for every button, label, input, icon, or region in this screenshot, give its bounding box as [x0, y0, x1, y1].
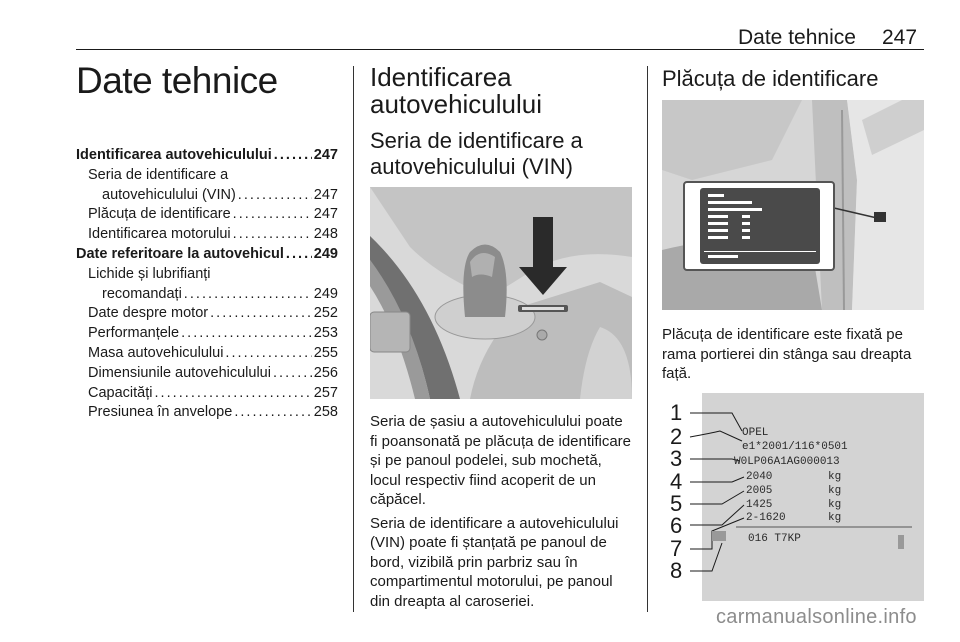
column-divider	[353, 66, 354, 612]
toc-entry-label: Dimensiunile autovehiculului	[88, 364, 271, 381]
toc-entry[interactable]	[76, 344, 338, 364]
toc-entry-label: Date referitoare la autovehicul	[76, 245, 284, 262]
callout-number: 7	[670, 536, 683, 561]
toc-entry-page: 255	[313, 344, 338, 361]
toc-entry-label: Capacități	[88, 384, 153, 401]
toc-entry[interactable]	[76, 245, 338, 265]
toc-leader-dots	[210, 304, 312, 324]
plate-line: 2-1620	[746, 512, 786, 524]
toc-entry-page: 249	[313, 245, 338, 262]
toc-entry[interactable]	[76, 166, 338, 186]
toc-entry[interactable]	[76, 225, 338, 245]
subsection-title	[370, 128, 640, 180]
toc-entry[interactable]	[76, 324, 338, 344]
toc-entry-page: 252	[313, 305, 338, 322]
toc-entry-label: Identificarea motorului	[88, 226, 231, 243]
toc-entry[interactable]	[76, 384, 338, 404]
subsection-title-line: autovehiculului (VIN)	[370, 154, 573, 179]
plate-unit: kg	[828, 485, 842, 497]
plate-unit: kg	[828, 499, 842, 511]
toc-entry-page: 258	[313, 404, 338, 421]
header-rule	[76, 49, 924, 50]
toc-leader-dots	[233, 225, 312, 245]
callout-number: 6	[670, 513, 683, 538]
vin-description	[370, 412, 632, 615]
toc-entry-page: 256	[313, 364, 338, 381]
callout-number: 3	[670, 446, 683, 471]
chapter-title: Date tehnice	[76, 60, 278, 101]
toc-entry-page: 247	[313, 186, 338, 203]
section-title	[370, 64, 640, 118]
plate-section-title: Plăcuța de identificare	[662, 66, 879, 91]
toc-entry-label: autovehiculului (VIN)	[102, 186, 236, 203]
toc-entry-label: Performanțele	[88, 325, 180, 342]
plate-line: e1*2001/116*0501	[742, 441, 848, 453]
toc-entry[interactable]	[76, 285, 338, 305]
toc-leader-dots	[234, 403, 311, 423]
toc-entry-page: 247	[313, 206, 338, 223]
plate-description: Plăcuța de identificare este fixată pe rama portierei din stânga sau dreapta față.	[662, 326, 912, 382]
plate-line: W0LP06A1AG000013	[734, 456, 840, 468]
toc-entry[interactable]	[76, 146, 338, 166]
running-header-title: Date tehnice	[738, 26, 856, 49]
toc-entry-page: 249	[313, 285, 338, 302]
callout-number: 1	[670, 400, 683, 425]
toc-leader-dots	[154, 384, 311, 404]
vin-location-illustration	[370, 187, 632, 399]
callout-number: 4	[670, 469, 683, 494]
toc-entry-page: 247	[313, 147, 338, 163]
plate-line: 2040	[746, 471, 773, 483]
toc-leader-dots	[225, 344, 311, 364]
toc-entry-label: recomandați	[102, 285, 182, 302]
toc-leader-dots	[286, 245, 312, 265]
toc-entry-label: Masa autovehiculului	[88, 344, 224, 361]
toc-entry[interactable]	[76, 205, 338, 225]
toc-leader-dots	[238, 186, 312, 206]
subsection-title-line: Seria de identificare a	[370, 128, 583, 153]
identification-plate-diagram	[662, 393, 924, 601]
plate-line: OPEL	[742, 427, 769, 439]
toc-entry-label: Lichide și lubrifianți	[88, 265, 211, 282]
section-title-line: autovehiculului	[370, 89, 543, 119]
toc-entry-label: Identificarea autovehiculului	[76, 147, 272, 163]
callout-number: 5	[670, 491, 683, 516]
toc-entry-page: 248	[313, 226, 338, 243]
plate-unit: kg	[828, 471, 842, 483]
toc-entry[interactable]	[76, 265, 338, 285]
door-frame-illustration	[662, 100, 924, 310]
toc-leader-dots	[233, 205, 312, 225]
plate-bottom-line: 016 T7KP	[748, 533, 801, 545]
table-of-contents	[76, 146, 338, 423]
toc-entry-page: 257	[313, 384, 338, 401]
column-divider	[647, 66, 648, 612]
toc-leader-dots	[274, 146, 312, 166]
callout-number: 8	[670, 558, 683, 583]
paragraph: Seria de identificare a autovehiculului (VIN) poate fi ștanțată pe panoul de bord, vizibilă prin parbriz sau în compartimentul motorului, pe panoul din dreapta al caroseriei.	[370, 514, 619, 610]
watermark-footer: carmanualsonline.info	[716, 606, 917, 628]
toc-leader-dots	[184, 285, 312, 305]
section-title-line: Identificarea	[370, 62, 512, 92]
toc-entry-page: 253	[313, 325, 338, 342]
toc-entry[interactable]	[76, 364, 338, 384]
toc-entry-label: Date despre motor	[88, 305, 209, 322]
toc-entry-label: Seria de identificare a	[88, 166, 229, 183]
toc-entry[interactable]	[76, 403, 338, 423]
page-number: 247	[882, 26, 918, 49]
plate-line: 1425	[746, 499, 773, 511]
plate-unit: kg	[828, 512, 842, 524]
toc-entry[interactable]	[76, 186, 338, 206]
toc-entry-label: Plăcuța de identificare	[88, 206, 231, 223]
callout-number: 2	[670, 424, 683, 449]
paragraph: Seria de șasiu a autovehiculului poate fi poansonată pe plăcuța de identificare și pe panoul podelei, sub mochetă, locul respectiv fiind acoperit de un căpăcel.	[370, 413, 632, 508]
toc-entry[interactable]	[76, 304, 338, 324]
toc-leader-dots	[181, 324, 312, 344]
toc-leader-dots	[273, 364, 312, 384]
plate-line: 2005	[746, 485, 773, 497]
toc-entry-label: Presiunea în anvelope	[88, 404, 233, 421]
